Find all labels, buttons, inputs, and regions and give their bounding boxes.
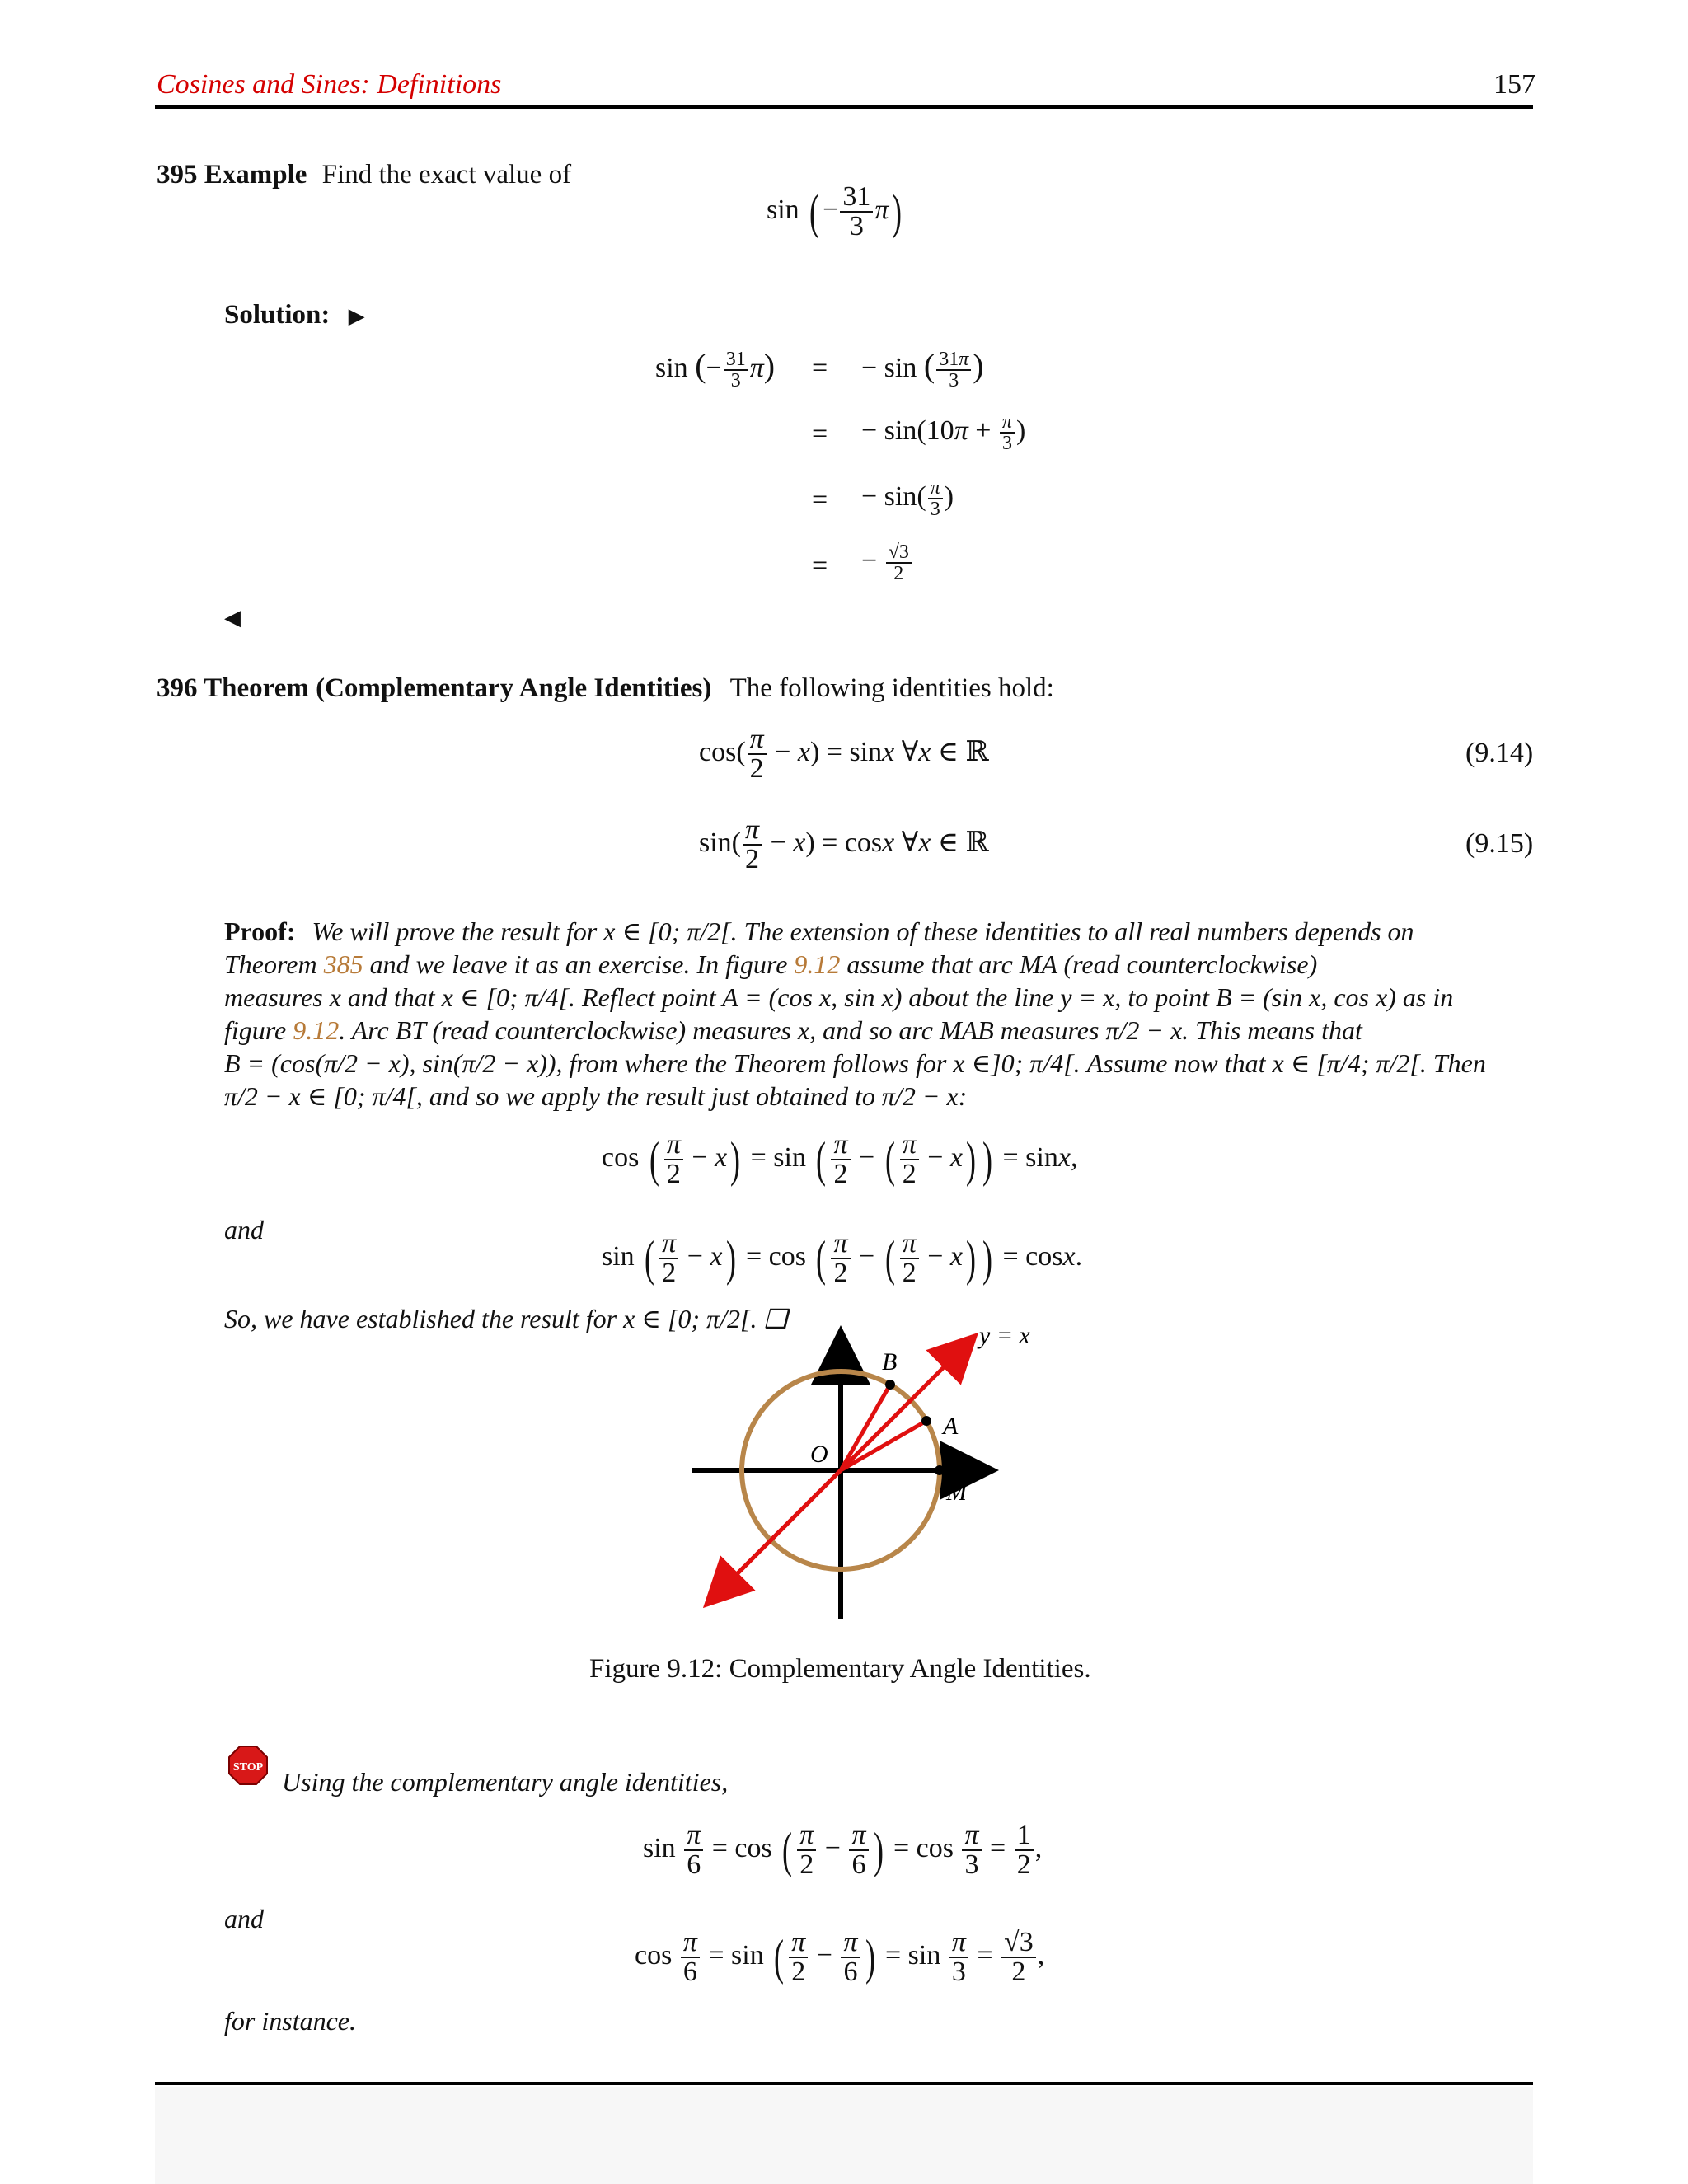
label-A: A bbox=[943, 1413, 959, 1440]
derivation-eq-3: = bbox=[812, 485, 828, 515]
remark-intro: Using the complementary angle identities, bbox=[282, 1767, 729, 1797]
remark-example-sin: sin $\frac{\pi}{6}$ = cos ( $\frac{\pi}{2}$ − $\frac{\pi}{6}$ ) = cos $\frac{\pi}{3}$ = $\frac{1}{2}$ , bbox=[643, 1820, 1043, 1880]
page-number: 157 bbox=[1493, 69, 1536, 100]
proof-line-4 bbox=[224, 1014, 1362, 1047]
proof-line-1 bbox=[224, 915, 1414, 948]
solution-label bbox=[224, 298, 365, 333]
proof-label: Proof: bbox=[224, 916, 296, 946]
stop-icon-text: STOP bbox=[232, 1761, 264, 1774]
point-M bbox=[935, 1465, 945, 1475]
example-prompt: Find the exact value of bbox=[321, 160, 572, 190]
running-header-title: Cosines and Sines: Definitions bbox=[157, 69, 502, 100]
solution-label-text: Solution: bbox=[224, 300, 331, 330]
unit-circle-figure bbox=[676, 1319, 1055, 1632]
footer-rule bbox=[155, 2082, 1533, 2085]
proof-and-label: and bbox=[224, 1215, 264, 1244]
point-B bbox=[885, 1380, 895, 1390]
proof-line-2-b: and we leave it as an exercise. In figure bbox=[363, 949, 795, 979]
theorem-reference-link[interactable]: 385 bbox=[323, 949, 363, 979]
figure-reference-link[interactable]: 9.12 bbox=[794, 949, 841, 979]
label-O: O bbox=[810, 1441, 828, 1468]
solution-end-marker: ◀ bbox=[224, 606, 241, 630]
proof-line-5: B = (cos(π/2 − x), sin(π/2 − x)), from where the Theorem follows for x ∈]0; π/4[. Assume now that x ∈ [π/4; π/2[. Then bbox=[224, 1048, 1486, 1078]
derivation-eq-4: = bbox=[812, 551, 828, 581]
proof-line-4-a: figure bbox=[224, 1015, 293, 1045]
proof-line-6: π/2 − x ∈ [0; π/4[, and so we apply the result just obtained to π/2 − x: bbox=[224, 1081, 968, 1111]
stop-icon bbox=[227, 1745, 269, 1786]
equation-number-9-15: (9.15) bbox=[1465, 828, 1534, 859]
label-M: M bbox=[946, 1479, 967, 1506]
footer-shade bbox=[155, 2087, 1533, 2184]
example-label: Example bbox=[204, 160, 307, 190]
proof-line-2-c: assume that arc MA (read counterclockwise) bbox=[840, 949, 1318, 979]
solution-start-marker: ▶ bbox=[348, 304, 365, 329]
remark-example-cos: cos $\frac{\pi}{6}$ = sin ( $\frac{\pi}{2}$ − $\frac{\pi}{6}$ ) = sin $\frac{\pi}{3}$ = $\frac{√3}{2}$ , bbox=[635, 1927, 1045, 1987]
header-rule bbox=[155, 105, 1533, 109]
derivation-line-4-rhs: − $\frac{√3}{2}$ bbox=[861, 542, 913, 583]
figure-caption: Figure 9.12: Complementary Angle Identities. bbox=[589, 1654, 1091, 1684]
proof-line-2-a: Theorem bbox=[224, 949, 324, 979]
derivation-line-1-lhs: sin (− $\frac{31}{3}$ π) bbox=[655, 347, 776, 392]
proof-display-sin: sin ( $\frac{\pi}{2}$ − x) = cos ( $\frac{\pi}{2}$ − ( $\frac{\pi}{2}$ − x) ) = cosx. bbox=[602, 1228, 1083, 1288]
label-B: B bbox=[882, 1348, 898, 1376]
example-heading bbox=[157, 158, 571, 191]
derivation-line-1-rhs: − sin ( $\frac{31\pi}{3}$ ) bbox=[861, 347, 984, 392]
label-line: y = x bbox=[979, 1322, 1030, 1349]
equation-number-9-14: (9.14) bbox=[1465, 738, 1534, 768]
derivation-line-2-rhs: − sin(10π + $\frac{\pi}{3}$ ) bbox=[861, 411, 1026, 454]
derivation-eq-1: = bbox=[812, 353, 828, 383]
example-expression: sin ( − $\frac{31}{3}$ π) bbox=[767, 181, 903, 241]
example-number: 395 bbox=[157, 160, 198, 190]
line-y-equals-x-lower bbox=[709, 1470, 841, 1602]
remark-and-label: and bbox=[224, 1904, 264, 1933]
proof-line-1-text: We will prove the result for x ∈ [0; π/2[. The extension of these identities to all real numbers depends on bbox=[312, 916, 1414, 946]
point-A bbox=[921, 1416, 931, 1426]
remark-closing: for instance. bbox=[224, 2006, 356, 2036]
proof-line-4-b: . Arc BT (read counterclockwise) measures x, and so arc MAB measures π/2 − x. This means that bbox=[339, 1015, 1362, 1045]
proof-line-2 bbox=[224, 948, 1317, 981]
identity-9-14: cos( $\frac{\pi}{2}$ − x) = sinx ∀x ∈ ℝ bbox=[699, 724, 989, 784]
theorem-heading: 396 Theorem (Complementary Angle Identities) bbox=[157, 673, 712, 703]
figure-reference-link-2[interactable]: 9.12 bbox=[293, 1015, 340, 1045]
derivation-eq-2: = bbox=[812, 419, 828, 449]
theorem-statement: The following identities hold: bbox=[729, 673, 1054, 703]
proof-line-3: measures x and that x ∈ [0; π/4[. Reflect point A = (cos x, sin x) about the line y = x, to point B = (sin x, cos x) as in bbox=[224, 982, 1454, 1012]
proof-display-cos: cos ( $\frac{\pi}{2}$ − x) = sin ( $\frac{\pi}{2}$ − ( $\frac{\pi}{2}$ − x) ) = sinx, bbox=[602, 1129, 1078, 1189]
proof-conclusion: So, we have established the result for x ∈ [0; π/2[. ❑ bbox=[224, 1304, 788, 1333]
derivation-line-3-rhs: − sin( $\frac{\pi}{3}$ ) bbox=[861, 477, 954, 520]
theorem-heading-line bbox=[157, 672, 1054, 705]
identity-9-15: sin( $\frac{\pi}{2}$ − x) = cosx ∀x ∈ ℝ bbox=[699, 814, 989, 874]
